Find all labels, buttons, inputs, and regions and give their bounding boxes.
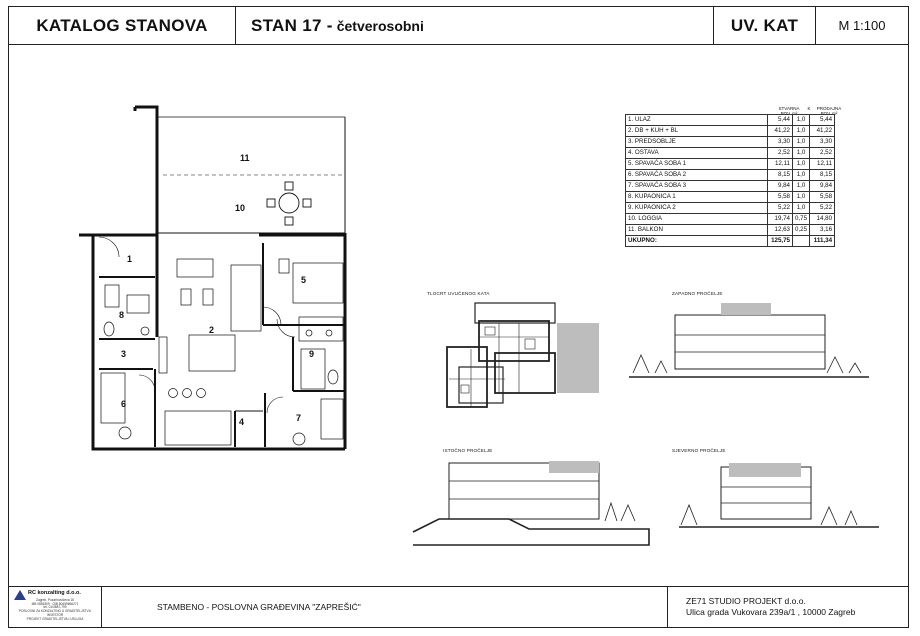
room-9: 9 — [309, 349, 315, 359]
room-sale-area: 2,52 — [810, 148, 835, 159]
rc-stamp-line: INVESTOR — [46, 612, 64, 617]
room-coef: 1,0 — [793, 126, 810, 137]
room-coef: 1,0 — [793, 115, 810, 126]
rc-stamp-text — [13, 599, 97, 621]
room-name: 7. SPAVAĆA SOBA 3 — [626, 181, 768, 192]
room-5: 5 — [301, 275, 307, 285]
room-sale-area: 41,22 — [810, 126, 835, 137]
room-name: 5. SPAVAĆA SOBA 1 — [626, 159, 768, 170]
room-coef: 1,0 — [793, 148, 810, 159]
col-head-actual: STVARNA POV. m² — [778, 106, 800, 116]
room-coef: 1,0 — [793, 159, 810, 170]
room-area: 5,22 — [768, 203, 793, 214]
north-elevation — [679, 463, 879, 527]
room-8: 8 — [119, 310, 125, 320]
room-2: 2 — [209, 325, 215, 335]
room-area: 5,58 — [768, 192, 793, 203]
room-area: 3,30 — [768, 137, 793, 148]
room-area: 9,84 — [768, 181, 793, 192]
room-sale-area: 5,44 — [810, 115, 835, 126]
room-sale-area: 5,22 — [810, 203, 835, 214]
scale-label: M 1:100 — [838, 18, 886, 33]
col-head-k: K — [807, 106, 811, 111]
unit-title: STAN 17 - — [251, 15, 333, 35]
room-area: 125,75 — [768, 236, 793, 247]
room-sale-area: 111,34 — [810, 236, 835, 247]
room-3: 3 — [121, 349, 127, 359]
room-sale-area: 3,30 — [810, 137, 835, 148]
room-name: 11. BALKON — [626, 225, 768, 236]
rc-stamp-line: POSLOVNI ZA KONZALTING U GRADITELJSTVU — [18, 609, 92, 614]
room-6: 6 — [121, 399, 127, 409]
room-area: 41,22 — [768, 126, 793, 137]
mini-floor-plan — [447, 303, 599, 407]
rc-stamp-line: tel. 01/3887-799 — [43, 605, 67, 610]
room-name: 4. OSTAVA — [626, 148, 768, 159]
room-name: 10. LOGGIA — [626, 214, 768, 225]
room-sale-area: 12,11 — [810, 159, 835, 170]
rc-stamp-line: PROJEKT GRADITELJSTVA I USLUGA — [26, 616, 84, 621]
room-coef: 1,0 — [793, 181, 810, 192]
room-coef: 1,0 — [793, 170, 810, 181]
room-name: UKUPNO: — [626, 236, 768, 247]
studio-name: ZE71 STUDIO PROJEKT d.o.o. — [686, 596, 806, 606]
caption-east: ISTOČNO PROČELJE — [443, 448, 493, 453]
building-name: STAMBENO - POSLOVNA GRAĐEVINA "ZAPREŠIĆ" — [157, 602, 361, 612]
room-10: 10 — [235, 203, 246, 213]
rc-company: RC konzalting d.o.o. — [28, 590, 81, 596]
room-sale-area: 14,80 — [810, 214, 835, 225]
room-coef: 0,25 — [793, 225, 810, 236]
footer-bar — [9, 586, 908, 627]
room-4: 4 — [239, 417, 245, 427]
room-name: 2. DB + KUH + BL — [626, 126, 768, 137]
room-name: 6. SPAVAĆA SOBA 2 — [626, 170, 768, 181]
room-1: 1 — [127, 254, 133, 264]
catalog-title: KATALOG STANOVA — [36, 15, 208, 35]
room-7: 7 — [296, 413, 302, 423]
room-sale-area: 3,16 — [810, 225, 835, 236]
caption-west: ZAPADNO PROČELJE — [672, 291, 723, 296]
room-name: 9. KUPAONICA 2 — [626, 203, 768, 214]
studio-address: Ulica grada Vukovara 239a/1 , 10000 Zagreb — [686, 607, 856, 617]
room-sale-area: 5,58 — [810, 192, 835, 203]
east-elevation — [413, 461, 649, 545]
rc-logo-cell — [9, 587, 101, 627]
rc-stamp-line: Zagreb, Pozarinovićeva 16 — [36, 598, 74, 602]
room-area: 12,11 — [768, 159, 793, 170]
room-coef: 1,0 — [793, 137, 810, 148]
room-area: 5,44 — [768, 115, 793, 126]
studio-cell — [667, 587, 908, 627]
room-name: 3. PREDSOBLJE — [626, 137, 768, 148]
room-sale-area: 8,15 — [810, 170, 835, 181]
unit-type: četverosobni — [336, 17, 424, 34]
room-name: 8. KUPAONICA 1 — [626, 192, 768, 203]
col-head-sale: PRODAJNA POV. m² — [816, 106, 842, 116]
rc-stamp-line: MB 0856309 · OIB 80459666271 — [31, 601, 79, 606]
room-11: 11 — [240, 153, 250, 163]
room-area: 12,63 — [768, 225, 793, 236]
caption-north: SJEVERNO PROČELJE — [672, 448, 726, 453]
room-area: 19,74 — [768, 214, 793, 225]
room-name: 1. ULAZ — [626, 115, 768, 126]
floor-label: UV. KAT — [730, 15, 799, 35]
elevations-drawings — [9, 7, 909, 587]
room-area: 2,52 — [768, 148, 793, 159]
room-area: 8,15 — [768, 170, 793, 181]
room-sale-area: 9,84 — [810, 181, 835, 192]
building-cell — [101, 587, 667, 627]
room-coef: 0,75 — [793, 214, 810, 225]
caption-floor-plan: TLOCRT UVUČENOG KATA — [427, 291, 490, 296]
room-coef: 1,0 — [793, 203, 810, 214]
room-coef: 1,0 — [793, 192, 810, 203]
catalog-sheet — [8, 6, 909, 628]
west-elevation — [629, 303, 869, 377]
